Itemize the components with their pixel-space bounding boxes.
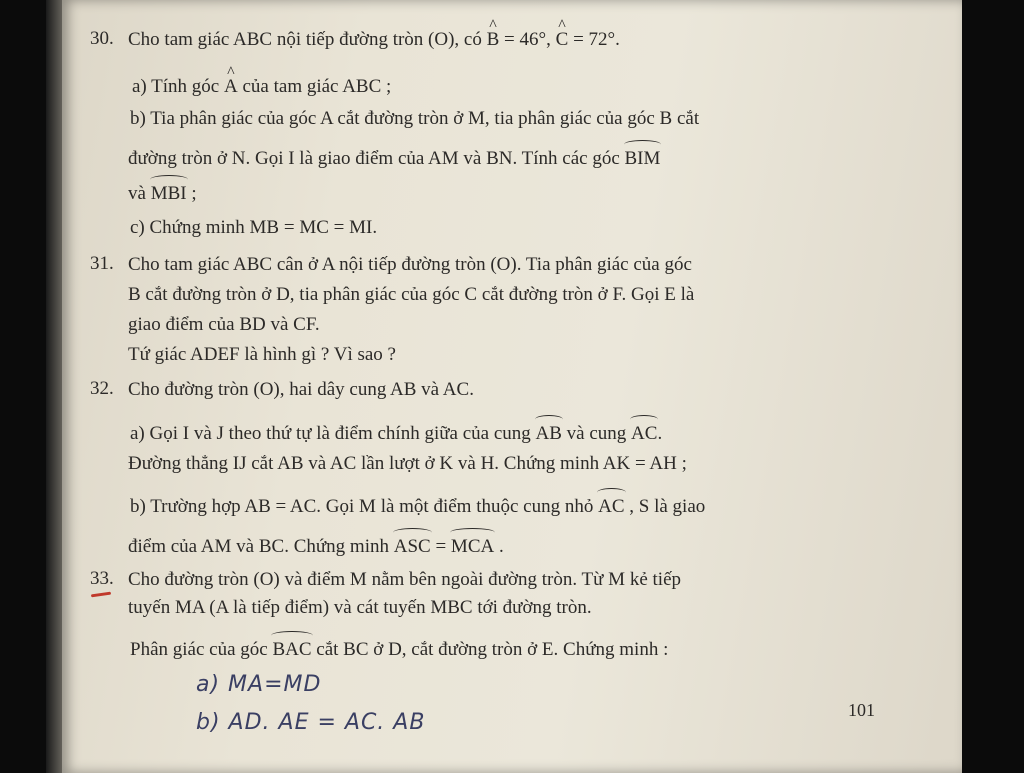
problem-33-number: 33.	[90, 568, 114, 589]
problem-30-part-b-line2: đường tròn ở N. Gọi I là giao điểm của AM và BN. Tính các góc BIM	[128, 148, 661, 169]
problem-32-line1: Cho đường tròn (O), hai dây cung AB và AC.	[128, 379, 474, 400]
angle-c: ^ C	[556, 28, 569, 52]
angle-bac: BAC	[272, 639, 312, 660]
problem-31-line2: B cắt đường tròn ở D, tia phân giác của góc C cắt đường tròn ở F. Gọi E là	[128, 284, 695, 305]
problem-30-part-b-line3: và MBI ;	[128, 183, 197, 204]
problem-33-line3: Phân giác của góc BAC cắt BC ở D, cắt đường tròn ở E. Chứng minh :	[130, 639, 669, 660]
handwritten-answer-a: a) MA=MD	[196, 672, 322, 697]
problem-32-part-a: a) Gọi I và J theo thứ tự là điểm chính giữa của cung AB và cung AC.	[130, 423, 663, 444]
handwritten-answer-b: b) AD. AE = AC. AB	[196, 710, 426, 735]
problem-30-part-b-line1: b) Tia phân giác của góc A cắt đường tròn ở M, tia phân giác của góc B cắt	[130, 108, 700, 129]
page-number: 101	[848, 700, 875, 720]
arc-ac: AC	[631, 423, 658, 444]
angle-mbi: MBI	[150, 183, 187, 204]
angle-asc: ASC	[393, 536, 431, 557]
problem-30-number: 30.	[90, 28, 114, 49]
textbook-page	[62, 0, 962, 773]
arc-ac-minor: AC	[598, 496, 625, 517]
problem-30-statement: Cho tam giác ABC nội tiếp đường tròn (O), có ^ B = 46°, ^ C = 72°.	[128, 28, 620, 52]
problem-30-part-a: a) Tính góc ^ A của tam giác ABC ;	[132, 75, 391, 99]
problem-31-line3: giao điểm của BD và CF.	[128, 314, 320, 335]
problem-31-line4: Tứ giác ADEF là hình gì ? Vì sao ?	[128, 344, 396, 365]
angle-bim: BIM	[624, 148, 661, 169]
angle-a: ^ A	[224, 75, 238, 99]
problem-32-number: 32.	[90, 378, 114, 399]
problem-32-part-b-line2: điểm của AM và BC. Chứng minh ASC = MCA .	[128, 536, 504, 557]
problem-32-part-b: b) Trường hợp AB = AC. Gọi M là một điểm thuộc cung nhỏ AC , S là giao	[130, 496, 706, 517]
arc-ab: AB	[535, 423, 562, 444]
problem-32-part-a-line2: Đường thẳng IJ cắt AB và AC lần lượt ở K và H. Chứng minh AK = AH ;	[128, 453, 687, 474]
angle-mca: MCA	[450, 536, 495, 557]
problem-31-line1: Cho tam giác ABC cân ở A nội tiếp đường tròn (O). Tia phân giác của góc	[128, 254, 692, 275]
problem-30-part-c: c) Chứng minh MB = MC = MI.	[130, 217, 378, 238]
problem-33-line1: Cho đường tròn (O) và điểm M nằm bên ngoài đường tròn. Từ M kẻ tiếp	[128, 569, 682, 590]
problem-31-number: 31.	[90, 253, 114, 274]
angle-b: ^ B	[487, 28, 500, 52]
problem-33-line2: tuyến MA (A là tiếp điểm) và cát tuyến MBC tới đường tròn.	[128, 597, 592, 618]
